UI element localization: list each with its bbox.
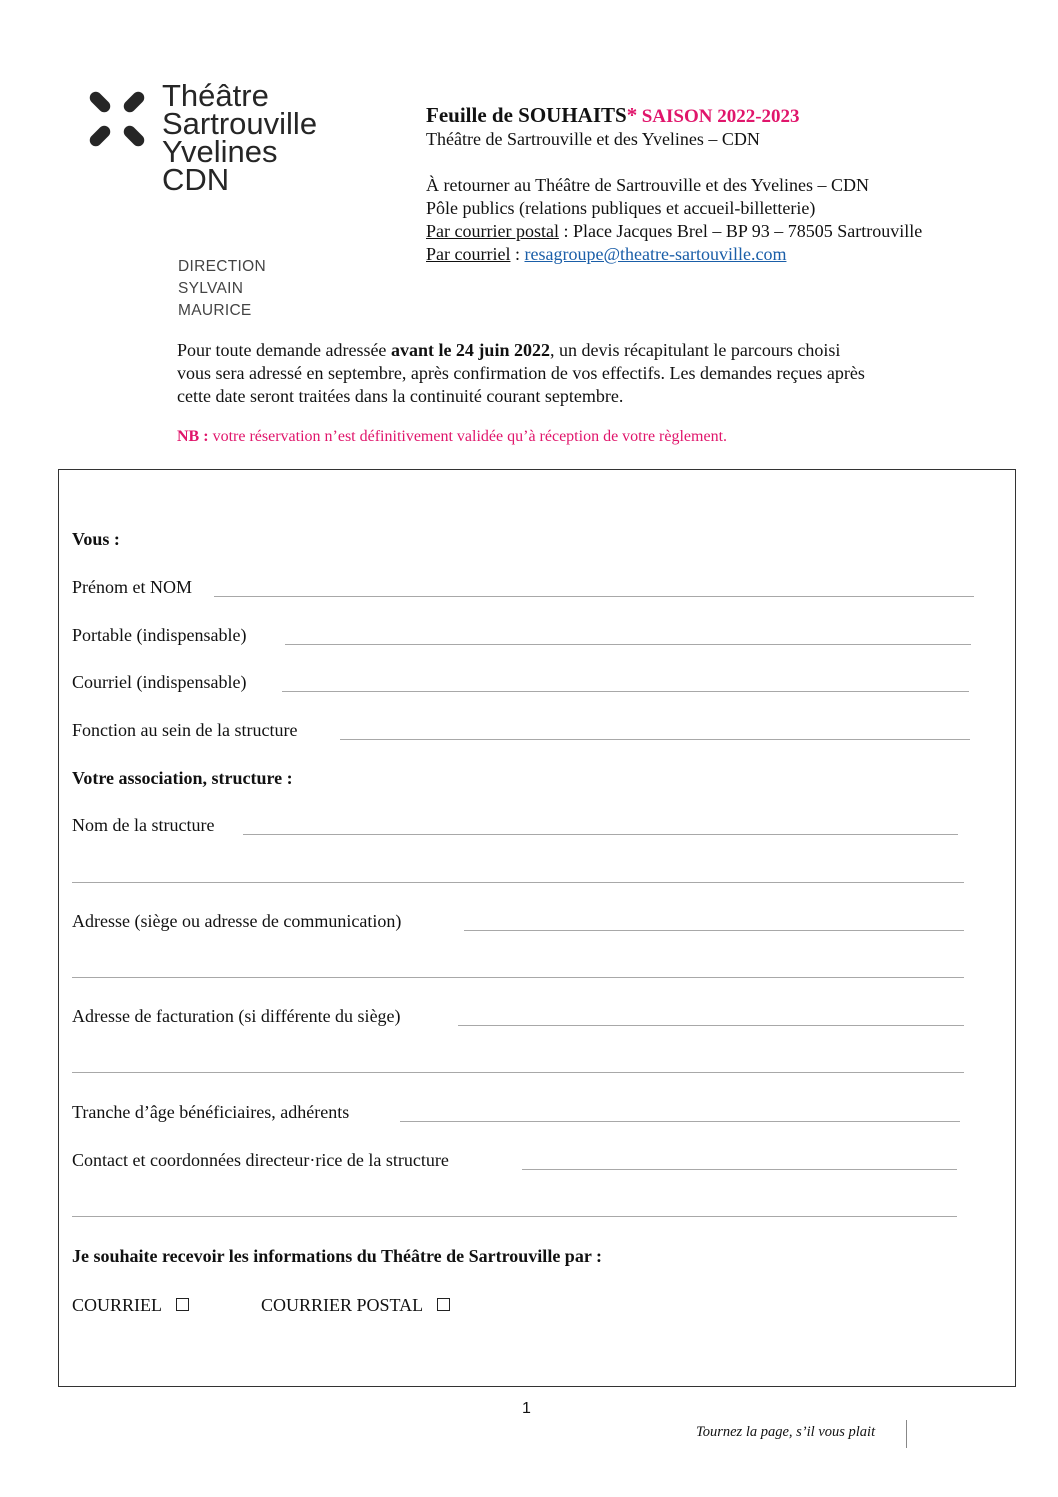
intro-text: , un devis récapitulant le parcours choisi	[549, 340, 841, 360]
tranche-age-label: Tranche d’âge bénéficiaires, adhérents	[72, 1102, 350, 1122]
adresse-facturation-field[interactable]	[458, 1025, 964, 1026]
option-postal-label: COURRIER POSTAL	[261, 1295, 424, 1315]
tranche-age-field[interactable]	[400, 1121, 960, 1122]
subtitle: Théâtre de Sartrouville et des Yvelines – CDN	[426, 129, 760, 149]
nom-structure-field[interactable]	[243, 834, 958, 835]
portable-field[interactable]	[285, 644, 971, 645]
theatre-logo-icon	[86, 88, 148, 150]
adresse-label: Adresse (siège ou adresse de communication)	[72, 911, 402, 931]
intro-line: vous sera adressé en septembre, après confirmation de vos effectifs. Les demandes reçues après	[177, 363, 865, 383]
season-label: SAISON 2022-2023	[641, 106, 800, 127]
prenom-nom-label: Prénom et NOM	[72, 577, 192, 597]
contact-directeur-field[interactable]	[522, 1169, 957, 1170]
pole-line: Pôle publics (relations publiques et accueil-billetterie)	[426, 198, 816, 218]
option-postal[interactable]	[261, 1295, 450, 1316]
courriel-checkbox[interactable]	[176, 1298, 189, 1311]
contact-directeur-label: Contact et coordonnées directeur·rice de la structure	[72, 1150, 449, 1170]
portable-label: Portable (indispensable)	[72, 625, 247, 645]
footer-divider	[906, 1420, 907, 1448]
postal-line	[426, 220, 922, 243]
section-structure-heading: Votre association, structure :	[72, 768, 293, 788]
section-infos-heading: Je souhaite recevoir les informations du Théâtre de Sartrouville par :	[72, 1246, 602, 1266]
courriel-label: Courriel (indispensable)	[72, 672, 247, 692]
logo-line: Yvelines	[162, 134, 278, 169]
title-asterisk: *	[626, 103, 638, 127]
document-title	[426, 104, 922, 128]
direction-line: SYLVAIN	[178, 280, 244, 297]
logo-wordmark	[162, 78, 318, 197]
nb-label: NB :	[177, 428, 209, 445]
courriel-field[interactable]	[282, 691, 969, 692]
direction-credit	[178, 256, 266, 322]
direction-line: DIRECTION	[178, 258, 266, 275]
title-text: Feuille de SOUHAITS	[426, 103, 627, 127]
adresse-facturation-label: Adresse de facturation (si différente du siège)	[72, 1006, 401, 1026]
direction-line: MAURICE	[178, 302, 252, 319]
nb-note	[177, 428, 727, 446]
option-courriel[interactable]	[72, 1295, 189, 1316]
deadline-text: avant le 24 juin 2022	[390, 340, 550, 360]
postal-checkbox[interactable]	[437, 1298, 450, 1311]
email-label: Par courriel	[426, 244, 511, 264]
prenom-nom-field[interactable]	[214, 596, 974, 597]
fonction-label: Fonction au sein de la structure	[72, 720, 298, 740]
adresse-field-line2[interactable]	[72, 977, 964, 978]
intro-line	[177, 339, 987, 362]
fonction-field[interactable]	[340, 739, 970, 740]
turn-page-note: Tournez la page, s’il vous plait	[696, 1424, 876, 1440]
postal-label: Par courrier postal	[426, 221, 559, 241]
nom-structure-label: Nom de la structure	[72, 815, 215, 835]
logo-line: CDN	[162, 162, 230, 197]
nom-structure-field-line2[interactable]	[72, 882, 964, 883]
logo-line: Théâtre	[162, 78, 269, 113]
contact-directeur-field-line2[interactable]	[72, 1216, 957, 1217]
postal-address: : Place Jacques Brel – BP 93 – 78505 Sartrouville	[558, 221, 923, 241]
nb-text: votre réservation n’est définitivement validée qu’à réception de votre règlement.	[208, 428, 728, 445]
email-link[interactable]: resagroupe@theatre-sartouville.com	[524, 244, 787, 264]
intro-line: cette date seront traitées dans la continuité courant septembre.	[177, 386, 624, 406]
email-separator: :	[510, 244, 525, 264]
page-number: 1	[522, 1400, 531, 1417]
logo-line: Sartrouville	[162, 106, 318, 141]
intro-text: Pour toute demande adressée	[177, 340, 391, 360]
option-courriel-label: COURRIEL	[72, 1295, 162, 1315]
return-line: À retourner au Théâtre de Sartrouville et des Yvelines – CDN	[426, 175, 870, 195]
intro-paragraph	[177, 339, 987, 408]
adresse-field[interactable]	[464, 930, 964, 931]
document-header	[426, 104, 922, 266]
section-vous-heading: Vous :	[72, 529, 120, 549]
adresse-facturation-field-line2[interactable]	[72, 1072, 964, 1073]
email-line	[426, 243, 922, 266]
